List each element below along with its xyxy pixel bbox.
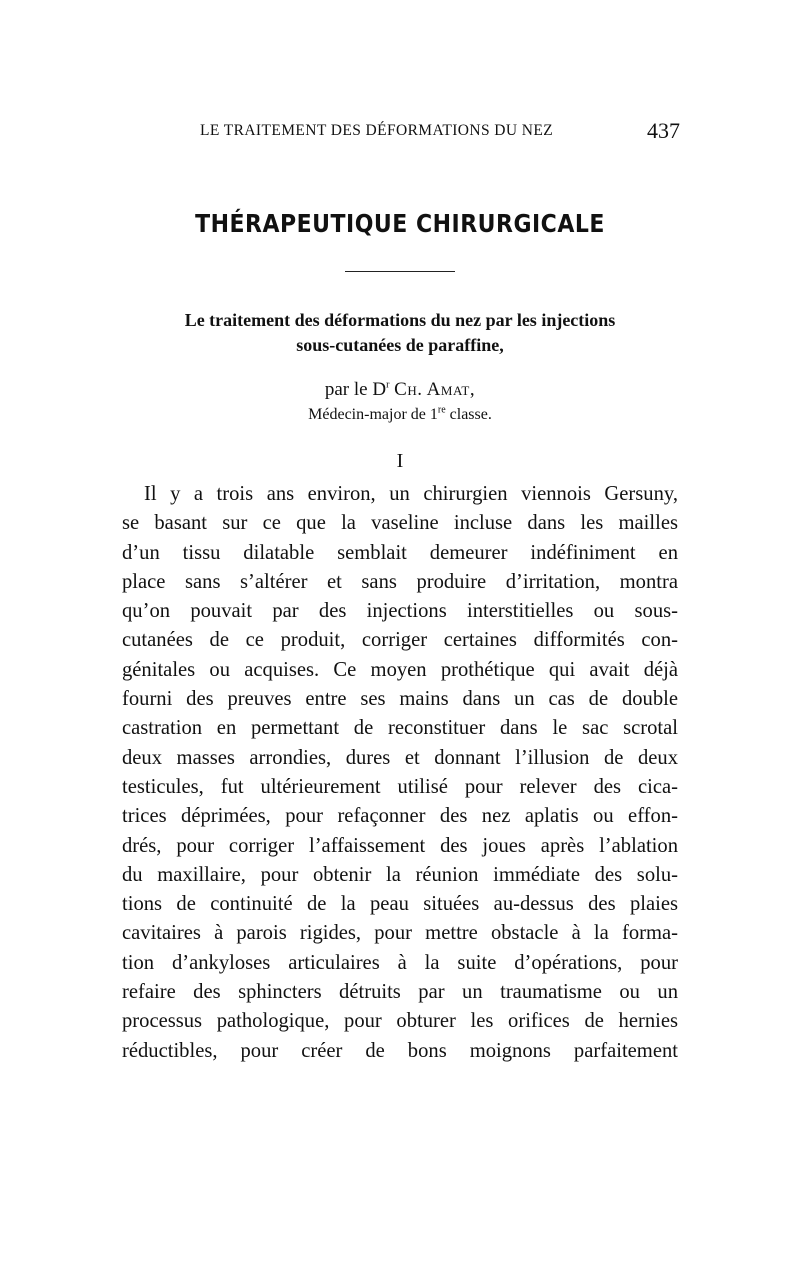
body-line: cavitaires à parois rigides, pour mettre obstacle à la forma- — [122, 922, 678, 945]
body-line: testicules, fut ultérieurement utilisé pour relever des cica- — [122, 775, 678, 798]
body-line: place sans s’altérer et sans produire d’irritation, montra — [122, 570, 678, 593]
body-line: se basant sur ce que la vaseline incluse dans les mailles — [122, 512, 678, 535]
running-head-title: LE TRAITEMENT DES DÉFORMATIONS DU NEZ — [200, 122, 554, 139]
body-line: fourni des preuves entre ses mains dans un cas de double — [122, 688, 678, 711]
author-name: Ch. Amat, — [394, 379, 476, 400]
body-line: deux masses arrondies, dures et donnant l’illusion de deux — [122, 746, 678, 769]
body-line: du maxillaire, pour obtenir la réunion immédiate des solu- — [122, 863, 678, 886]
body-line: d’un tissu dilatable semblait demeurer indéfiniment en — [122, 541, 678, 564]
article-title-line-1: Le traitement des déformations du nez par les injections — [184, 310, 616, 330]
affiliation-sup: re — [437, 404, 446, 416]
affiliation-prefix: Médecin-major de 1 — [308, 406, 438, 423]
byline-prefix: par le D — [324, 379, 387, 400]
body-line: drés, pour corriger l’affaissement des joues après l’ablation — [122, 834, 678, 857]
title-rule — [345, 271, 455, 272]
page-number: 437 — [647, 118, 680, 143]
body-line: refaire des sphincters détruits par un traumatisme ou un — [122, 981, 678, 1004]
body-line: Il y a trois ans environ, un chirurgien viennois Gersuny, — [144, 483, 678, 505]
section-number: I — [396, 450, 404, 472]
body-paragraph — [122, 480, 678, 1066]
body-line: trices déprimées, pour refaçonner des nez aplatis ou effon- — [122, 805, 678, 828]
body-line: qu’on pouvait par des injections interstitielles ou sous- — [122, 600, 678, 623]
affiliation-suffix: classe. — [445, 406, 492, 423]
body-line: génitales ou acquises. Ce moyen prothétique qui avait déjà — [122, 658, 678, 681]
body-line: tions de continuité de la peau situées au-dessus des plaies — [122, 893, 678, 916]
author-affiliation — [0, 404, 800, 426]
article-title-line-2: sous-cutanées de paraffine, — [296, 335, 504, 355]
article-title — [120, 308, 680, 358]
body-line: castration en permettant de reconstituer dans le sac scrotal — [122, 717, 678, 740]
body-line: cutanées de ce produit, corriger certaines difformités con- — [122, 629, 678, 652]
body-line: processus pathologique, pour obturer les orifices de hernies — [122, 1010, 678, 1033]
byline-sup: r — [386, 379, 390, 391]
section-title: THÉRAPEUTIQUE CHIRURGICALE — [195, 210, 605, 239]
running-head — [200, 118, 680, 148]
body-line: tion d’ankyloses articulaires à la suite d’opérations, pour — [122, 951, 678, 974]
body-line: réductibles, pour créer de bons moignons parfaitement — [122, 1039, 678, 1062]
byline — [0, 378, 800, 402]
